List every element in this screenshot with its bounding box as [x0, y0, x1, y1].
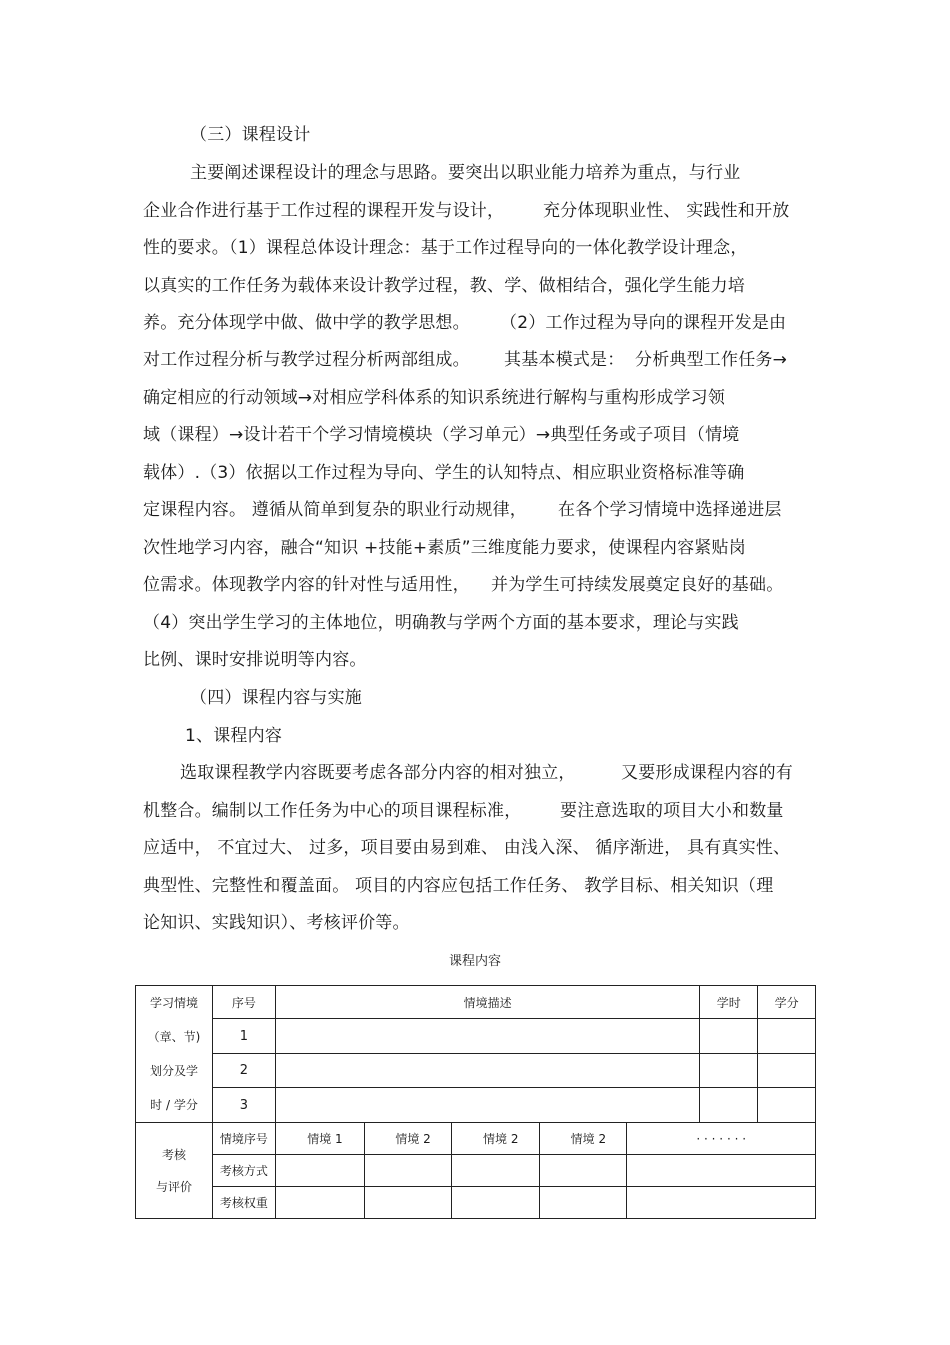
empty-cell	[275, 1155, 364, 1187]
label-line: 学习情境	[150, 996, 199, 1010]
text-run: 并为学生可持续发展奠定良好的基础。	[491, 575, 784, 595]
para1-line	[143, 313, 803, 333]
para1-line: 次性地学习内容，融合“知识 +技能+素质”三维度能力要求，使课程内容紧贴岗	[143, 538, 746, 558]
scenario-cell: 情境 2	[540, 1123, 627, 1155]
text-run: 企业合作进行基于工作过程的课程开发与设计，	[143, 201, 505, 221]
para1-line: 性的要求。（1）课程总体设计理念：基于工作过程导向的一体化教学设计理念，	[143, 238, 748, 258]
row-hours	[700, 1053, 758, 1088]
header-description: 情境描述	[275, 986, 700, 1019]
para1-line: 比例、课时安排说明等内容。	[143, 650, 367, 670]
section-heading-3: （三）课程设计	[190, 125, 311, 145]
assess-row-label: 考核权重	[213, 1187, 276, 1219]
table-row	[136, 1088, 816, 1123]
row-seq: 1	[213, 1019, 276, 1054]
row-hours	[700, 1088, 758, 1123]
scenario-division-label	[136, 986, 213, 1123]
para2-line: 应适中， 不宜过大、 过多，项目要由易到难、 由浅入深、 循序渐进， 具有真实性、	[143, 838, 791, 858]
assess-row-label: 情境序号	[213, 1123, 276, 1155]
row-hours	[700, 1019, 758, 1054]
assessment-label	[136, 1123, 213, 1219]
header-hours: 学时	[700, 986, 758, 1019]
text-run: 又要形成课程内容的有	[621, 763, 793, 783]
row-description	[275, 1053, 700, 1088]
text-run: （2）工作过程为导向的课程开发是由	[500, 313, 787, 333]
para1-line: 载体）.（3）依据以工作过程为导向、学生的认知特点、相应职业资格标准等确	[143, 463, 745, 483]
empty-cell	[365, 1187, 452, 1219]
text-run: 在各个学习情境中选择递进层	[558, 500, 782, 520]
para1-line	[143, 201, 803, 221]
row-description	[275, 1088, 700, 1123]
empty-cell	[540, 1155, 627, 1187]
label-line: 时 / 学分	[150, 1098, 198, 1112]
label-line: 考核	[162, 1147, 187, 1162]
empty-cell	[452, 1187, 540, 1219]
table-caption: 课程内容	[448, 954, 501, 969]
assessment-weight-row	[136, 1187, 816, 1219]
text-run: 其基本模式是：	[504, 350, 625, 370]
para2-line: 典型性、完整性和覆盖面。 项目的内容应包括工作任务、 教学目标、相关知识（理	[143, 876, 774, 896]
scenario-ellipsis: · · · · · · ·	[627, 1123, 816, 1155]
empty-cell	[627, 1187, 816, 1219]
para1-line: 域（课程）→设计若干个学习情境模块（学习单元）→典型任务或子项目（情境	[143, 425, 740, 445]
header-credits: 学分	[758, 986, 816, 1019]
para1-line: 确定相应的行动领域→对相应学科体系的知识系统进行解构与重构形成学习领	[143, 388, 726, 408]
empty-cell	[275, 1187, 364, 1219]
text-run: 选取课程教学内容既要考虑各部分内容的相对独立，	[180, 763, 576, 783]
scenario-cell: 情境 2	[365, 1123, 452, 1155]
row-credits	[758, 1019, 816, 1054]
empty-cell	[627, 1155, 816, 1187]
scenario-cell: 情境 2	[452, 1123, 540, 1155]
para1-line	[143, 500, 803, 520]
text-run: 分析典型工作任务→	[635, 350, 788, 370]
para2-line	[180, 763, 810, 783]
para1-line	[143, 350, 803, 370]
label-line: 划分及学	[150, 1064, 199, 1078]
table-row	[136, 1053, 816, 1088]
text-run: 对工作过程分析与教学过程分析两部组成。	[143, 350, 470, 370]
empty-cell	[540, 1187, 627, 1219]
para1-line: 主要阐述课程设计的理念与思路。要突出以职业能力培养为重点，与行业	[190, 163, 741, 183]
assess-row-label: 考核方式	[213, 1155, 276, 1187]
assessment-seq-row	[136, 1123, 816, 1155]
para2-line	[143, 801, 813, 821]
header-seq: 序号	[213, 986, 276, 1019]
text-run: 要注意选取的项目大小和数量	[560, 801, 784, 821]
text-run: 养。充分体现学中做、做中学的教学思想。	[143, 313, 470, 333]
row-credits	[758, 1088, 816, 1123]
para1-line: 以真实的工作任务为载体来设计教学过程，教、学、做相结合，强化学生能力培	[143, 276, 745, 296]
label-line: （章、节)	[147, 1030, 201, 1044]
para1-line	[143, 575, 803, 595]
para2-line: 论知识、实践知识）、考核评价等。	[143, 913, 410, 933]
table-header-row	[136, 986, 816, 1019]
table-row	[136, 1019, 816, 1054]
assessment-method-row	[136, 1155, 816, 1187]
text-run: 定课程内容。 遵循从简单到复杂的职业行动规律，	[143, 500, 528, 520]
para1-line: （4）突出学生学习的主体地位，明确教与学两个方面的基本要求，理论与实践	[143, 613, 739, 633]
row-seq: 3	[213, 1088, 276, 1123]
row-description	[275, 1019, 700, 1054]
row-seq: 2	[213, 1053, 276, 1088]
course-content-table	[135, 985, 816, 1219]
section-heading-4: （四）课程内容与实施	[190, 688, 362, 708]
scenario-cell: 情境 1	[275, 1123, 364, 1155]
empty-cell	[452, 1155, 540, 1187]
text-run: 机整合。编制以工作任务为中心的项目课程标准，	[143, 801, 522, 821]
text-run: 充分体现职业性、 实践性和开放	[543, 201, 790, 221]
text-run: 位需求。体现教学内容的针对性与适用性，	[143, 575, 470, 595]
empty-cell	[365, 1155, 452, 1187]
row-credits	[758, 1053, 816, 1088]
label-line: 与评价	[156, 1179, 193, 1194]
subheading-1: 1、课程内容	[185, 726, 283, 746]
